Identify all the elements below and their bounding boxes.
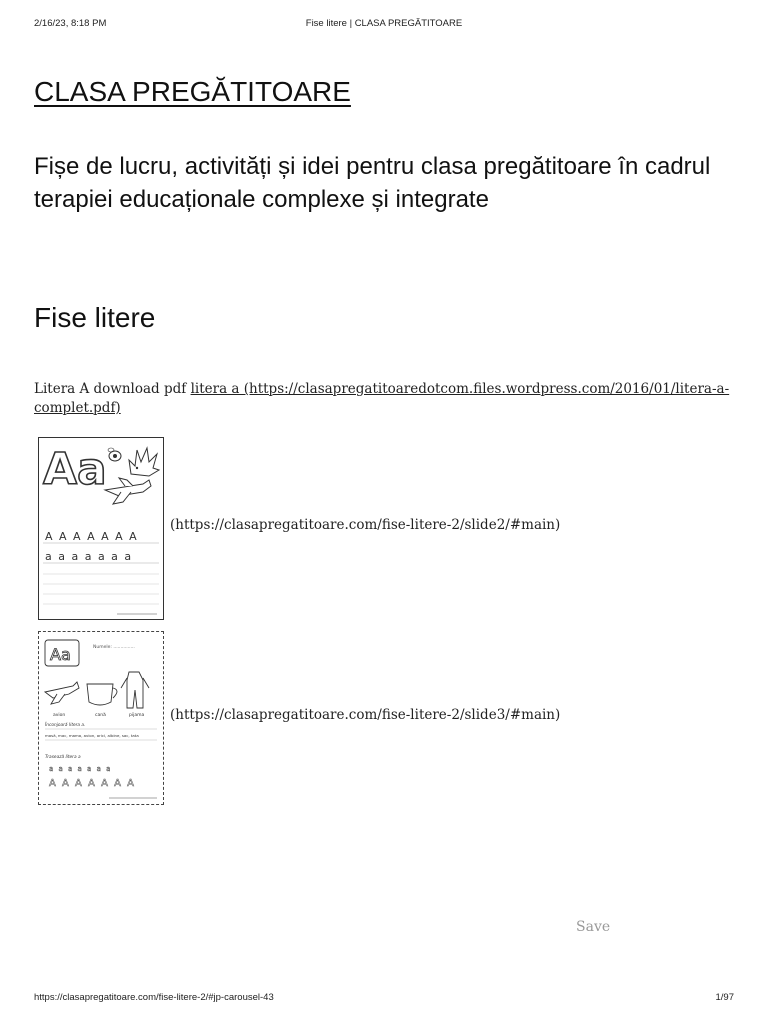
slide2-link[interactable]: (https://clasapregatitoare.com/fise-litere-2/slide2/#main) — [170, 517, 561, 533]
pdf-download-link[interactable]: litera a (https://clasapregatitoaredotcom.files.wordpress.com/2016/01/litera-a-complet.pdf) — [34, 381, 730, 416]
post-intro — [34, 380, 734, 418]
instruction-1: Înconjoară litera a. — [45, 723, 86, 728]
instruction-2: Trasează litera a — [45, 755, 81, 760]
cup-icon — [87, 684, 117, 705]
word-sentence: masă, mac, mama, avion, arici, albine, sac, tata — [45, 733, 139, 738]
airplane-icon — [105, 478, 151, 504]
bee-icon — [108, 448, 121, 461]
slide3-link[interactable]: (https://clasapregatitoare.com/fise-litere-2/slide3/#main) — [170, 707, 561, 723]
print-page-number: 1/97 — [715, 992, 734, 1003]
trace-uppercase-row: A A A A A A A — [49, 778, 136, 789]
pajamas-icon — [121, 672, 149, 708]
site-description: Fișe de lucru, activități și idei pentru clasa pregătitoare în cadrul terapiei educaționale complexe și integrate — [34, 153, 711, 213]
post-title: Fise litere — [34, 302, 156, 333]
lowercase-trace-row: a a a a a a a — [45, 550, 133, 563]
print-datetime: 2/16/23, 8:18 PM — [34, 18, 107, 29]
word-label-3: pijama — [129, 713, 145, 718]
worksheet-big-letters: Aa — [43, 444, 107, 495]
hedgehog-icon — [129, 448, 159, 476]
print-page-title: Fise litere | CLASA PREGĂTITOARE — [305, 18, 463, 29]
uppercase-trace-row: A A A A A A A — [45, 530, 139, 543]
worksheet-letters: Aa — [50, 645, 71, 664]
trace-lowercase-row: a a a a a a a — [49, 765, 112, 773]
worksheet-thumbnail-2[interactable] — [38, 631, 164, 805]
word-label-2: cană — [95, 713, 106, 718]
worksheet-thumbnail-1[interactable] — [38, 437, 164, 620]
site-title[interactable]: CLASA PREGĂTITOARE — [34, 76, 351, 107]
worksheet-name-label: Numele: ............... — [93, 645, 135, 650]
worksheet-a-exercises-preview — [39, 632, 163, 804]
worksheet-a-preview — [39, 438, 163, 619]
airplane-icon — [45, 682, 79, 704]
post-intro-text: Litera A download pdf — [34, 381, 191, 397]
save-button[interactable]: Save — [576, 919, 611, 935]
word-label-1: avion — [53, 713, 66, 718]
print-footer-url: https://clasapregatitoare.com/fise-litere-2/#jp-carousel-43 — [34, 992, 274, 1003]
